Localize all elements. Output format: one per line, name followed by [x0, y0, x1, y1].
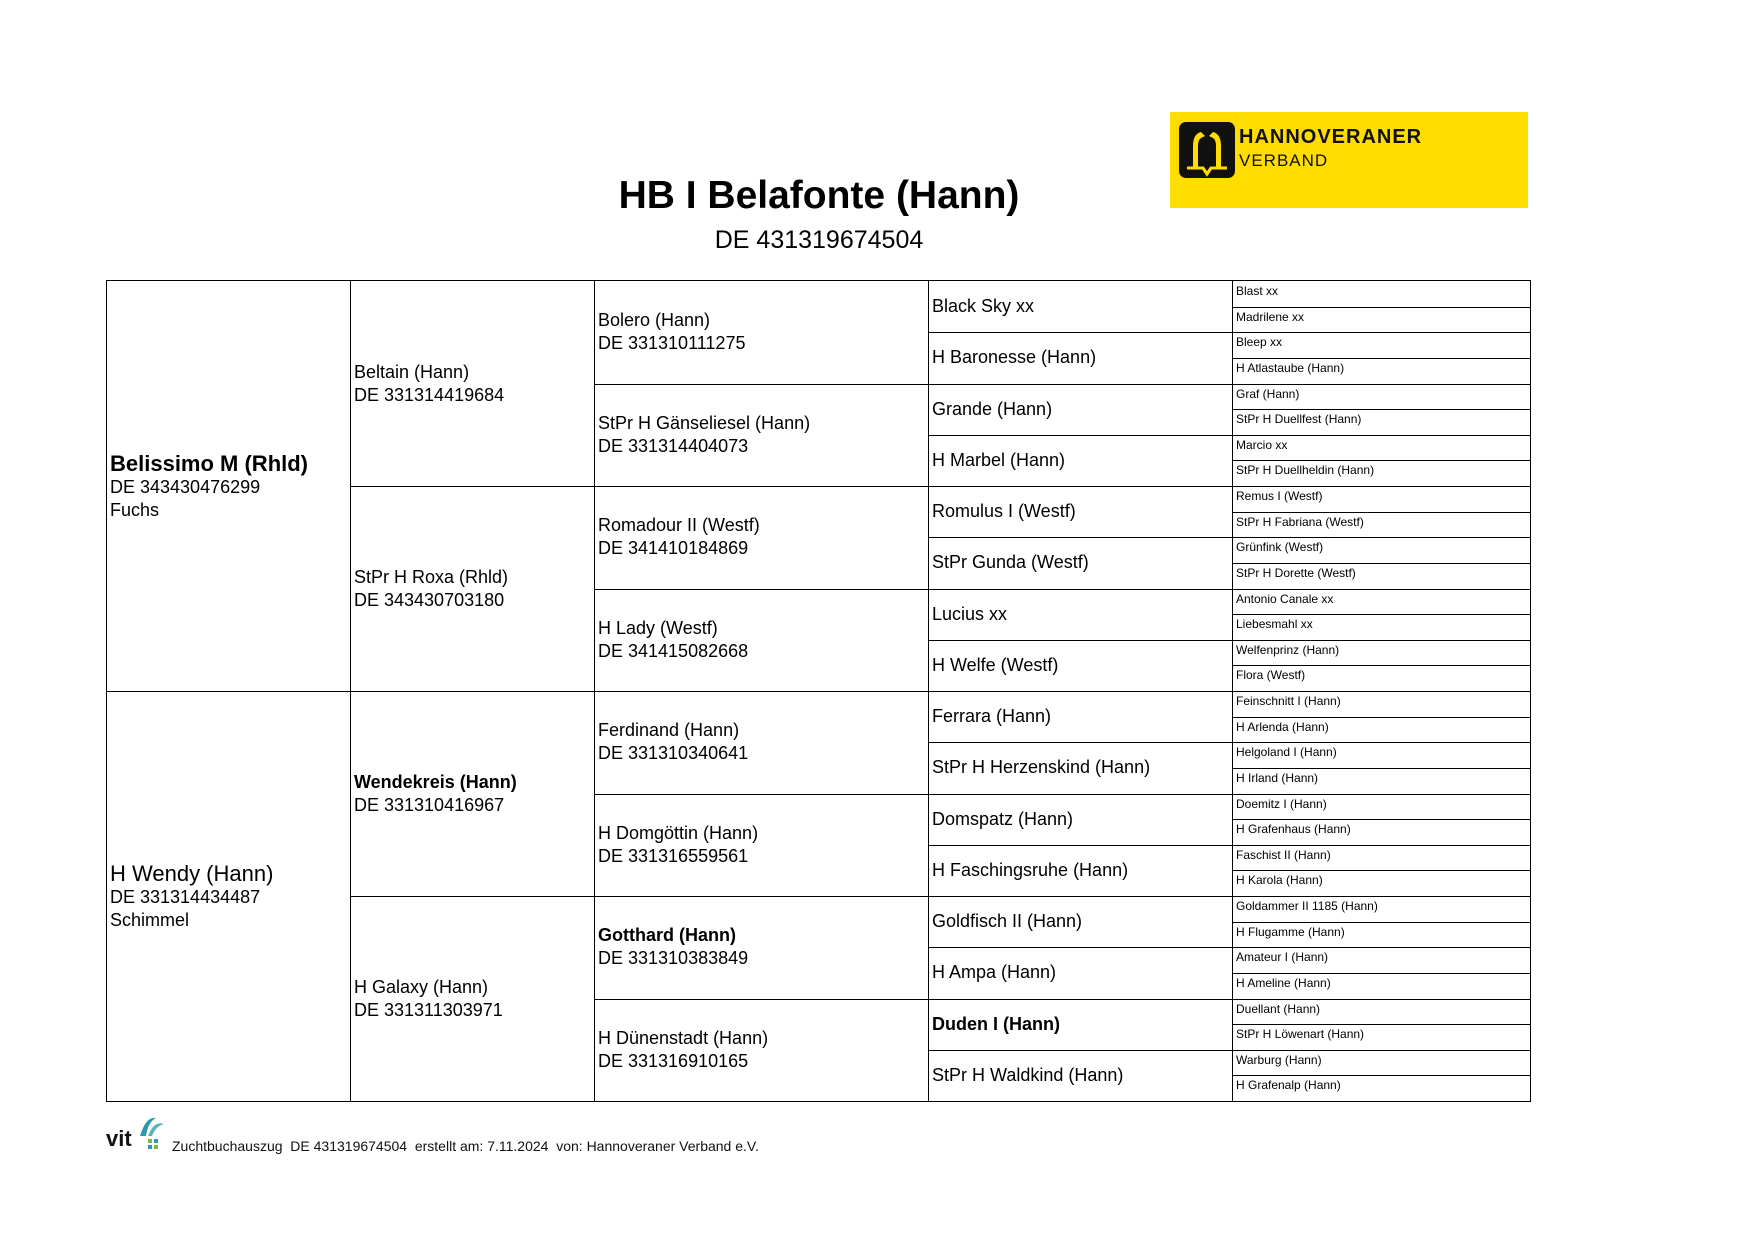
ggg-grandparent-cell [1233, 537, 1530, 563]
gg-grandparent-cell [929, 794, 1233, 845]
gg-grandparent-cell [929, 1050, 1233, 1101]
row-divider [1233, 1024, 1530, 1025]
horse-name: Graf (Hann) [1236, 386, 1300, 401]
gg-grandparent-cell [929, 589, 1233, 640]
logo-line-1: HANNOVERANER [1239, 126, 1423, 148]
pedigree-table [106, 280, 1531, 1102]
ggg-grandparent-cell [1233, 1050, 1530, 1076]
ggg-grandparent-cell [1233, 589, 1530, 615]
ggg-grandparent-cell [1233, 281, 1530, 307]
ggg-grandparent-cell [1233, 768, 1530, 794]
ggg-grandparent-cell [1233, 999, 1530, 1025]
horse-name: H Domgöttin (Hann) [598, 822, 759, 843]
horse-name: Amateur I (Hann) [1236, 950, 1329, 965]
horse-name: H Irland (Hann) [1236, 770, 1319, 785]
gg-grandparent-cell [929, 845, 1233, 896]
horse-name: StPr H Roxa (Rhld) [354, 566, 509, 587]
row-divider [351, 896, 1530, 897]
ggg-grandparent-cell [1233, 922, 1530, 948]
gg-grandparent-cell [929, 435, 1233, 486]
great-grandparent-cell [595, 589, 929, 692]
great-grandparent-cell [595, 691, 929, 794]
ggg-grandparent-cell [1233, 486, 1530, 512]
horse-name: H Ameline (Hann) [1236, 975, 1331, 990]
horse-name: Duellant (Hann) [1236, 1001, 1321, 1016]
parent-cell [107, 691, 351, 1101]
horse-name: H Dünenstadt (Hann) [598, 1027, 769, 1048]
horse-name: H Faschingsruhe (Hann) [932, 859, 1129, 880]
horse-name: H Grafenalp (Hann) [1236, 1078, 1341, 1093]
ggg-grandparent-cell [1233, 358, 1530, 384]
ggg-grandparent-cell [1233, 691, 1530, 717]
horse-name: Grande (Hann) [932, 398, 1053, 419]
horse-name: H Atlastaube (Hann) [1236, 360, 1345, 375]
horse-name: Antonio Canale xx [1236, 591, 1334, 606]
grandparent-cell [351, 281, 595, 486]
row-divider [1233, 768, 1530, 769]
horse-name: H Marbel (Hann) [932, 449, 1066, 470]
horse-name: Goldfisch II (Hann) [932, 911, 1083, 932]
row-divider [929, 537, 1530, 538]
gg-grandparent-cell [929, 999, 1233, 1050]
horse-name: Faschist II (Hann) [1236, 847, 1331, 862]
horse-name: Blast xx [1236, 284, 1279, 298]
horse-name: Feinschnitt I (Hann) [1236, 694, 1341, 708]
great-grandparent-cell [595, 999, 929, 1102]
ggg-grandparent-cell [1233, 845, 1530, 871]
horse-name: H Wendy (Hann) [110, 860, 274, 886]
ggg-grandparent-cell [1233, 717, 1530, 743]
gg-grandparent-cell [929, 332, 1233, 383]
row-divider [1233, 409, 1530, 410]
row-divider [1233, 717, 1530, 718]
row-divider [929, 332, 1530, 333]
row-divider [929, 947, 1530, 948]
row-divider [1233, 460, 1530, 461]
row-divider [1233, 512, 1530, 513]
ggg-grandparent-cell [1233, 794, 1530, 820]
horse-name: Bleep xx [1236, 335, 1283, 350]
ggg-grandparent-cell [1233, 1075, 1530, 1101]
horse-name: Bolero (Hann) [598, 310, 711, 331]
ggg-grandparent-cell [1233, 563, 1530, 589]
row-divider [1233, 307, 1530, 308]
horse-id: DE 343430476299 [110, 476, 261, 497]
horse-name: Welfenprinz (Hann) [1236, 642, 1340, 657]
row-divider [1233, 563, 1530, 564]
horse-name: Liebesmahl xx [1236, 617, 1313, 632]
horse-name: Wendekreis (Hann) [354, 771, 517, 792]
grandparent-cell [351, 896, 595, 1101]
horse-name: Grünfink (Westf) [1236, 540, 1324, 555]
grandparent-cell [351, 691, 595, 896]
row-divider [1233, 1075, 1530, 1076]
ggg-grandparent-cell [1233, 896, 1530, 922]
horse-id: DE 331314404073 [598, 435, 749, 456]
vit-logo [106, 1112, 166, 1152]
vit-fountain-icon [134, 1112, 168, 1152]
horse-id: DE 331314419684 [354, 384, 505, 405]
horse-name: Flora (Westf) [1236, 668, 1306, 683]
horse-name: StPr Gunda (Westf) [932, 552, 1089, 573]
horse-name: H Lady (Westf) [598, 617, 718, 638]
horse-name: H Galaxy (Hann) [354, 976, 489, 997]
row-divider [595, 589, 1530, 590]
gg-grandparent-cell [929, 384, 1233, 435]
horse-name: Domspatz (Hann) [932, 808, 1074, 829]
gg-grandparent-cell [929, 281, 1233, 332]
horse-id: DE 331310416967 [354, 794, 505, 815]
row-divider [595, 794, 1530, 795]
horse-name: StPr H Fabriana (Westf) [1236, 514, 1364, 529]
horse-color: Fuchs [110, 499, 160, 520]
horse-name: Duden I (Hann) [932, 1013, 1060, 1034]
ggg-grandparent-cell [1233, 512, 1530, 538]
horse-id: DE 341410184869 [598, 538, 749, 559]
horse-name: Black Sky xx [932, 296, 1035, 317]
horse-name: H Ampa (Hann) [932, 962, 1057, 983]
horse-name: Romadour II (Westf) [598, 515, 760, 536]
horse-id: DE 431319674504 [714, 226, 924, 254]
ggg-grandparent-cell [1233, 819, 1530, 845]
horse-name: Helgoland I (Hann) [1236, 745, 1337, 760]
row-divider [1233, 819, 1530, 820]
horse-name: H Welfe (Westf) [932, 654, 1059, 675]
horse-name: Remus I (Westf) [1236, 489, 1323, 503]
row-divider [929, 845, 1530, 846]
horse-id: DE 331310111275 [598, 333, 746, 354]
horse-name: H Karola (Hann) [1236, 873, 1323, 888]
ggg-grandparent-cell [1233, 742, 1530, 768]
horse-name: StPr H Löwenart (Hann) [1236, 1027, 1365, 1042]
ggg-grandparent-cell [1233, 947, 1530, 973]
row-divider [1233, 973, 1530, 974]
horse-name: Goldammer II 1185 (Hann) [1236, 899, 1378, 913]
row-divider [1233, 358, 1530, 359]
horse-id: DE 331316910165 [598, 1050, 749, 1071]
ggg-grandparent-cell [1233, 870, 1530, 896]
great-grandparent-cell [595, 794, 929, 897]
horse-name: Doemitz I (Hann) [1236, 796, 1327, 811]
horse-name: Marcio xx [1236, 437, 1288, 452]
horse-id: DE 331310340641 [598, 743, 749, 764]
parent-cell [107, 281, 351, 691]
grandparent-cell [351, 486, 595, 691]
horse-name: StPr H Duellheldin (Hann) [1236, 463, 1375, 478]
horse-name: StPr H Duellfest (Hann) [1236, 412, 1362, 427]
horse-id: DE 331311303971 [354, 999, 503, 1020]
ggg-grandparent-cell [1233, 614, 1530, 640]
row-divider [929, 435, 1530, 436]
ggg-grandparent-cell [1233, 665, 1530, 691]
horse-id: DE 341415082668 [598, 640, 749, 661]
ggg-grandparent-cell [1233, 460, 1530, 486]
row-divider [107, 691, 1530, 692]
row-divider [595, 999, 1530, 1000]
great-grandparent-cell [595, 281, 929, 384]
footer-text: Zuchtbuchauszug DE 431319674504 erstellt am: 7.11.2024 von: Hannoveraner Verband e.V. [172, 1138, 759, 1154]
row-divider [929, 742, 1530, 743]
row-divider [1233, 870, 1530, 871]
horse-name: Beltain (Hann) [354, 361, 470, 382]
gg-grandparent-cell [929, 896, 1233, 947]
vit-logo-text: vit [106, 1126, 132, 1151]
logo-line-2: VERBAND [1239, 151, 1329, 170]
horse-name: StPr H Waldkind (Hann) [932, 1064, 1124, 1085]
horse-id: DE 331316559561 [598, 845, 749, 866]
horse-name: Lucius xx [932, 603, 1008, 624]
ggg-grandparent-cell [1233, 332, 1530, 358]
horse-name: StPr H Dorette (Westf) [1236, 565, 1356, 580]
gg-grandparent-cell [929, 742, 1233, 793]
ggg-grandparent-cell [1233, 307, 1530, 333]
gg-grandparent-cell [929, 537, 1233, 588]
horse-name: H Baronesse (Hann) [932, 347, 1097, 368]
horse-name: H Arlenda (Hann) [1236, 719, 1329, 734]
horse-name: Belissimo M (Rhld) [110, 450, 309, 476]
horse-name: Gotthard (Hann) [598, 925, 736, 946]
horse-color: Schimmel [110, 909, 190, 930]
row-divider [351, 486, 1530, 487]
ggg-grandparent-cell [1233, 435, 1530, 461]
row-divider [929, 640, 1530, 641]
horse-id: DE 331314434487 [110, 886, 261, 907]
row-divider [929, 1050, 1530, 1051]
horse-id: DE 343430703180 [354, 589, 505, 610]
ggg-grandparent-cell [1233, 640, 1530, 666]
row-divider [1233, 614, 1530, 615]
horse-name: Romulus I (Westf) [932, 501, 1076, 522]
horse-name: StPr H Gänseliesel (Hann) [598, 412, 811, 433]
gg-grandparent-cell [929, 486, 1233, 537]
horse-name: Warburg (Hann) [1236, 1052, 1322, 1067]
page-title: HB I Belafonte (Hann) [618, 174, 1020, 217]
ggg-grandparent-cell [1233, 384, 1530, 410]
horse-name: H Flugamme (Hann) [1236, 924, 1345, 939]
gg-grandparent-cell [929, 947, 1233, 998]
ggg-grandparent-cell [1233, 1024, 1530, 1050]
ggg-grandparent-cell [1233, 973, 1530, 999]
row-divider [1233, 665, 1530, 666]
great-grandparent-cell [595, 486, 929, 589]
great-grandparent-cell [595, 896, 929, 999]
horse-id: DE 331310383849 [598, 948, 749, 969]
horse-name: Madrilene xx [1236, 309, 1305, 324]
row-divider [1233, 922, 1530, 923]
hannoveraner-horse-heads-icon [1179, 122, 1235, 178]
gg-grandparent-cell [929, 691, 1233, 742]
gg-grandparent-cell [929, 640, 1233, 691]
horse-name: Ferdinand (Hann) [598, 720, 740, 741]
horse-name: H Grafenhaus (Hann) [1236, 822, 1351, 837]
row-divider [595, 384, 1530, 385]
horse-name: StPr H Herzenskind (Hann) [932, 757, 1151, 778]
ggg-grandparent-cell [1233, 409, 1530, 435]
horse-name: Ferrara (Hann) [932, 706, 1052, 727]
great-grandparent-cell [595, 384, 929, 487]
